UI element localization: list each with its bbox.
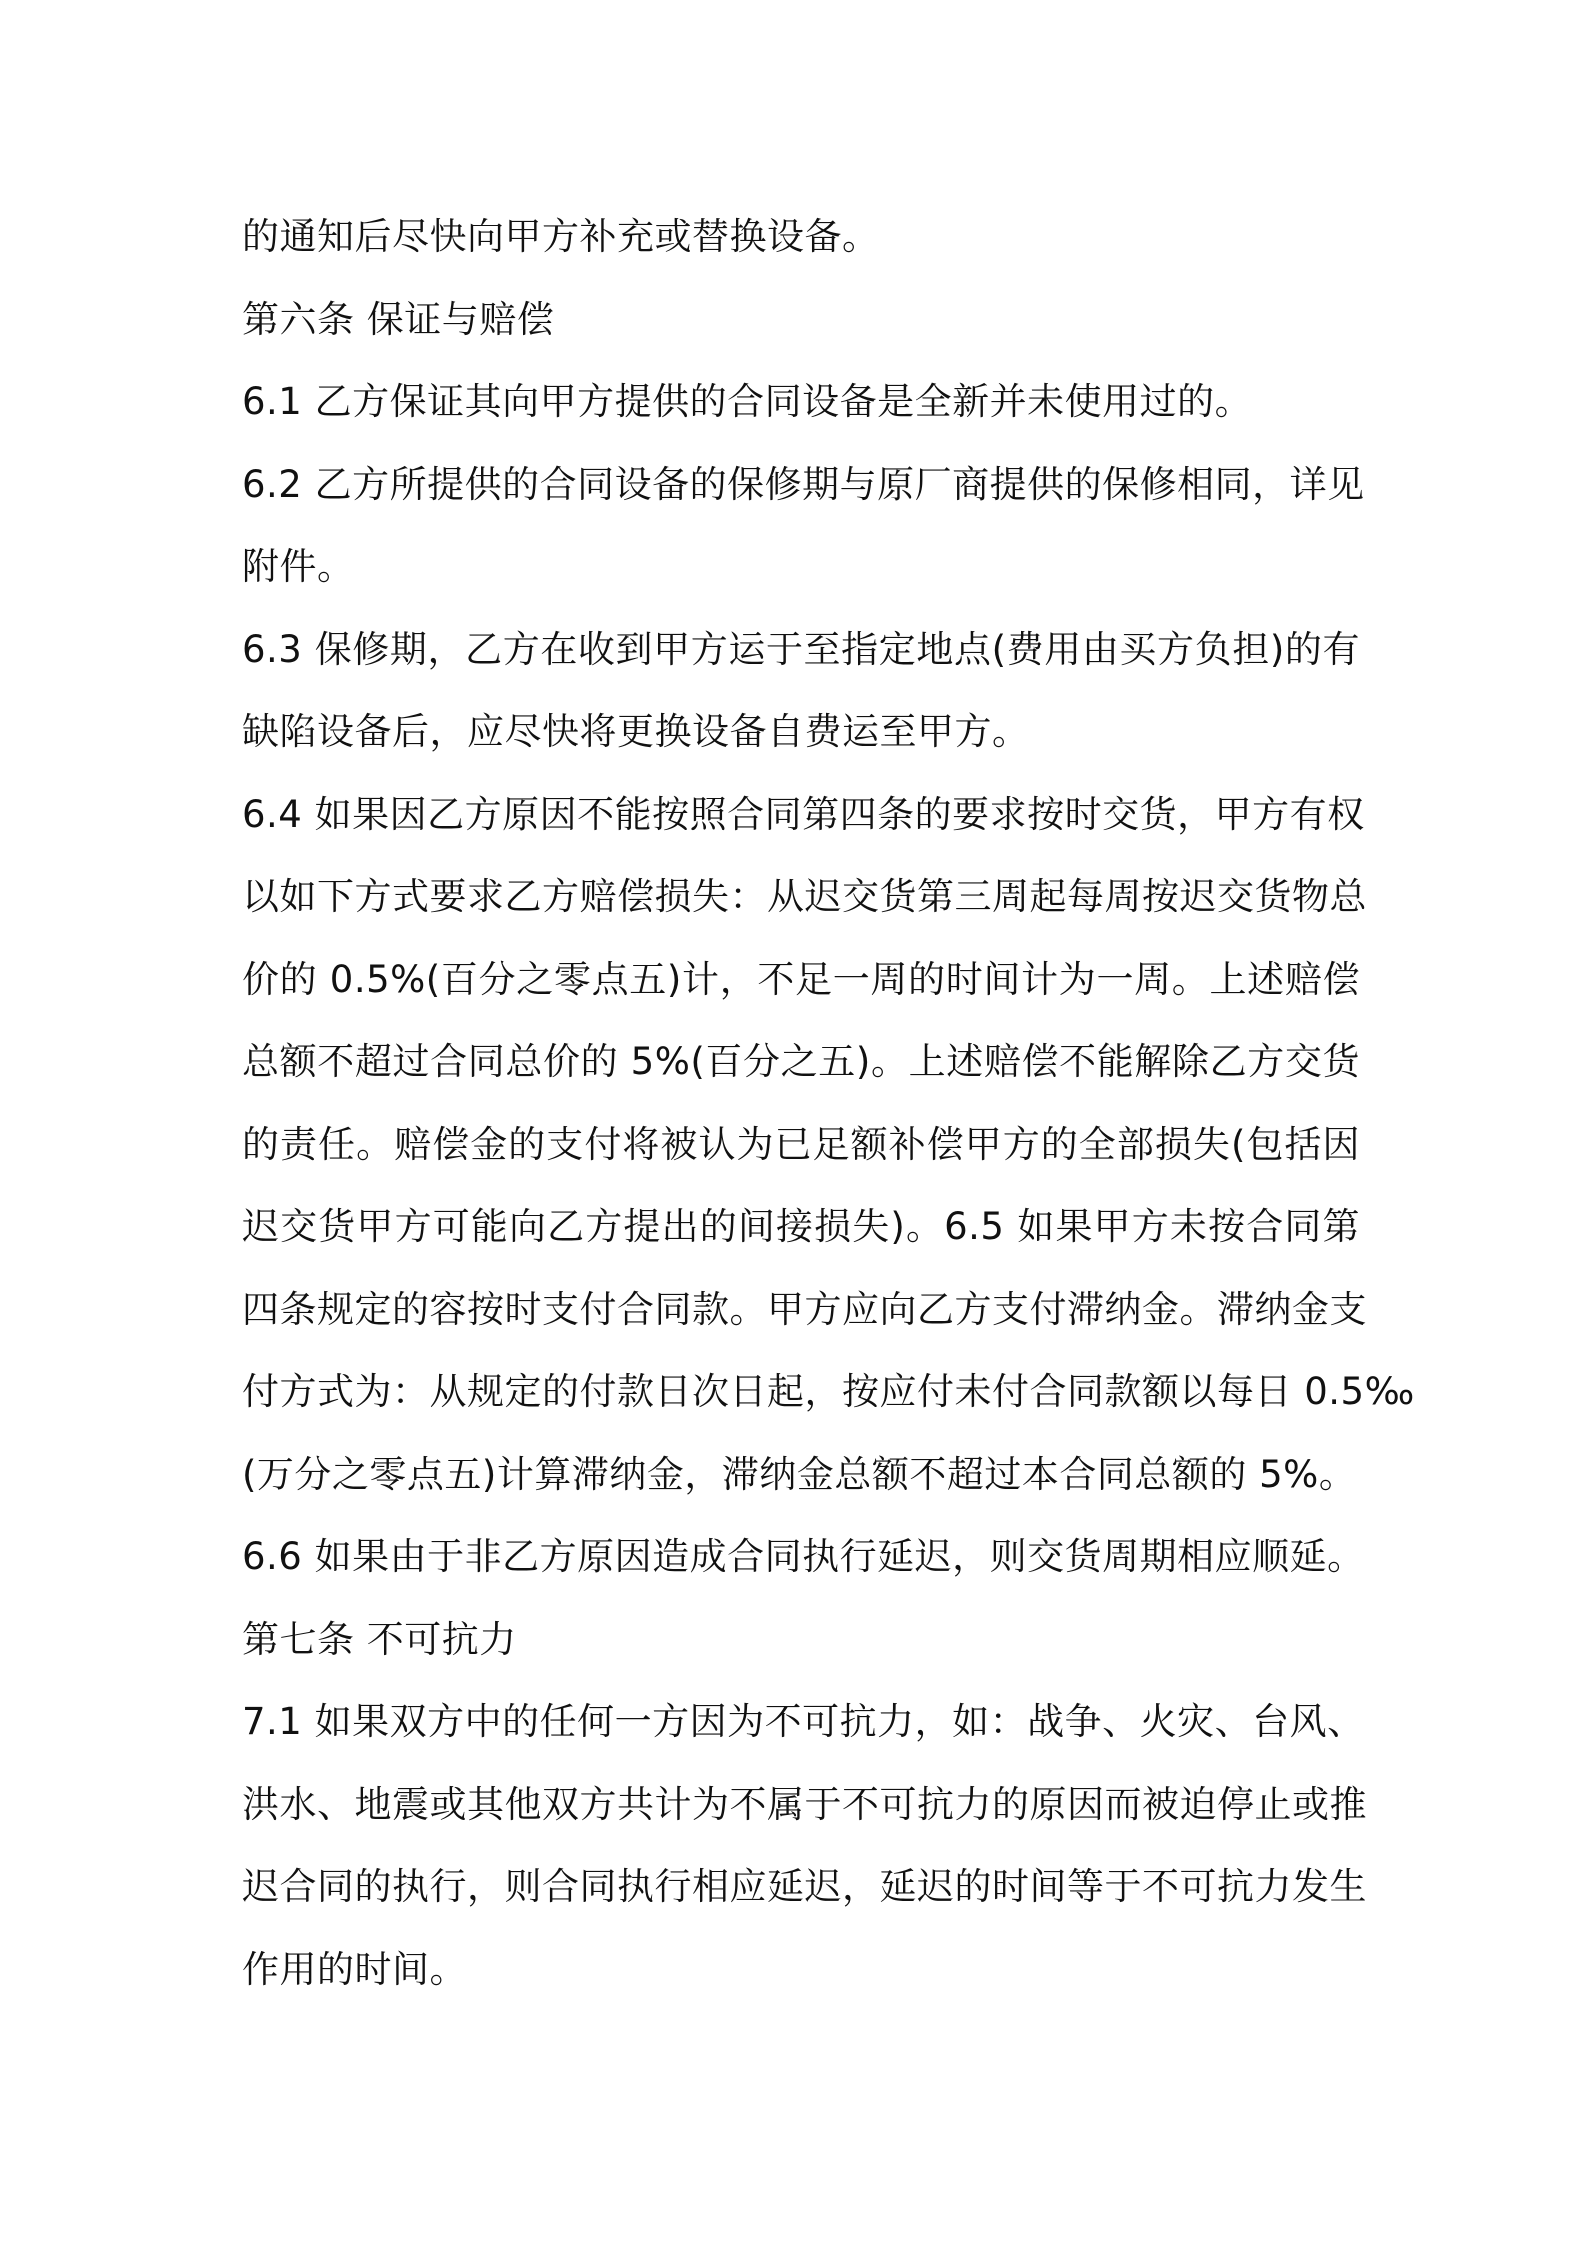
text-line: 价的 0.5%(百分之零点五)计，不足一周的时间计为一周。上述赔偿 [242, 957, 1360, 1001]
text-line: 附件。 [242, 545, 355, 588]
text-line: 迟合同的执行，则合同执行相应延迟，延迟的时间等于不可抗力发生 [242, 1865, 1367, 1908]
text-line: 6.3 保修期，乙方在收到甲方运于至指定地点(费用由买方负担)的有 [242, 627, 1360, 671]
text-line: 迟交货甲方可能向乙方提出的间接损失)。6.5 如果甲方未按合同第 [242, 1205, 1360, 1248]
section-heading-7: 第七条 不可抗力 [242, 1617, 517, 1661]
text-line: 缺陷设备后，应尽快将更换设备自费运至甲方。 [242, 710, 1030, 753]
text-line: 作用的时间。 [242, 1947, 467, 1991]
text-line: 四条规定的容按时支付合同款。甲方应向乙方支付滞纳金。滞纳金支 [242, 1287, 1367, 1331]
text-line: 的责任。赔偿金的支付将被认为已足额补偿甲方的全部损失(包括因 [242, 1122, 1360, 1166]
section-heading-6: 第六条 保证与赔偿 [242, 297, 555, 341]
text-line: 以如下方式要求乙方赔偿损失：从迟交货第三周起每周按迟交货物总 [242, 875, 1367, 918]
text-line: 6.6 如果由于非乙方原因造成合同执行延迟，则交货周期相应顺延。 [242, 1535, 1365, 1578]
text-line: 7.1 如果双方中的任何一方因为不可抗力，如：战争、火灾、台风、 [242, 1700, 1365, 1743]
text-line: 付方式为：从规定的付款日次日起，按应付未付合同款额以每日 0.5‰ [242, 1370, 1415, 1413]
text-line: 洪水、地震或其他双方共计为不属于不可抗力的原因而被迫停止或推 [242, 1782, 1367, 1826]
text-line: (万分之零点五)计算滞纳金，滞纳金总额不超过本合同总额的 5%。 [242, 1452, 1357, 1496]
text-line: 6.4 如果因乙方原因不能按照合同第四条的要求按时交货，甲方有权 [242, 792, 1365, 836]
text-line: 总额不超过合同总价的 5%(百分之五)。上述赔偿不能解除乙方交货 [242, 1040, 1360, 1083]
text-line: 6.2 乙方所提供的合同设备的保修期与原厂商提供的保修相同，详见 [242, 462, 1365, 506]
text-line: 6.1 乙方保证其向甲方提供的合同设备是全新并未使用过的。 [242, 380, 1253, 423]
text-line: 的通知后尽快向甲方补充或替换设备。 [242, 215, 880, 258]
contract-text [242, 196, 1415, 2011]
